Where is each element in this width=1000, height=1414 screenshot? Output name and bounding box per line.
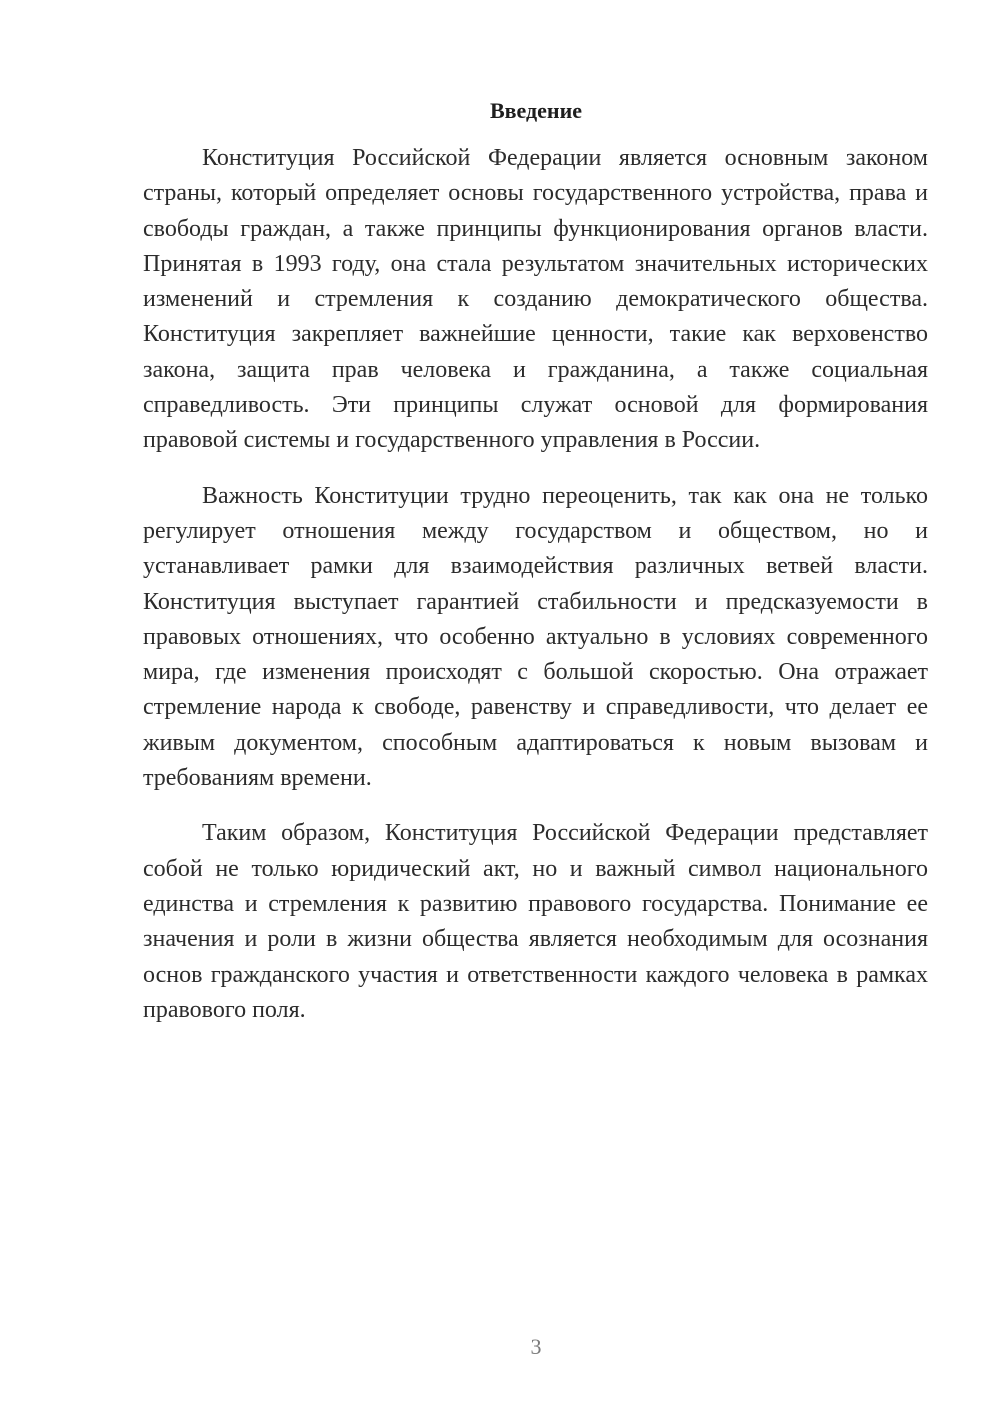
body-text <box>143 141 928 1048</box>
paragraph-1: Конституция Российской Федерации является основным законом страны, который определяет основы государственного устройства, права и свободы граждан, а также принципы функционирования органов власти. Принятая в 1993 году, она стала результатом значительных исторических изменений и стремления к созданию демократического общества. Конституция закрепляет важнейшие ценности, такие как верховенство закона, защита прав человека и гражданина, а также социальная справедливость. Эти принципы служат основой для формирования правовой системы и государственного управления в России. <box>143 145 928 454</box>
page-number: 3 <box>530 1334 542 1359</box>
section-heading: Введение <box>489 98 583 123</box>
paragraph-3: Таким образом, Конституция Российской Федерации представляет собой не только юридический акт, но и важный символ национального единства и стремления к развитию правового государства. Понимание ее значения и роли в жизни общества является необходимым для осознания основ гражданского участия и ответственности каждого человека в рамках правового поля. <box>143 820 928 1023</box>
paragraph-2: Важность Конституции трудно переоценить, так как она не только регулирует отношения между государством и обществом, но и устанавливает рамки для взаимодействия различных ветвей власти. Конституция выступает гарантией стабильности и предсказуемости в правовых отношениях, что особенно актуально в условиях современного мира, где изменения происходят с большой скоростью. Она отражает стремление народа к свободе, равенству и справедливости, что делает ее живым документом, способным адаптироваться к новым вызовам и требованиям времени. <box>143 482 928 792</box>
